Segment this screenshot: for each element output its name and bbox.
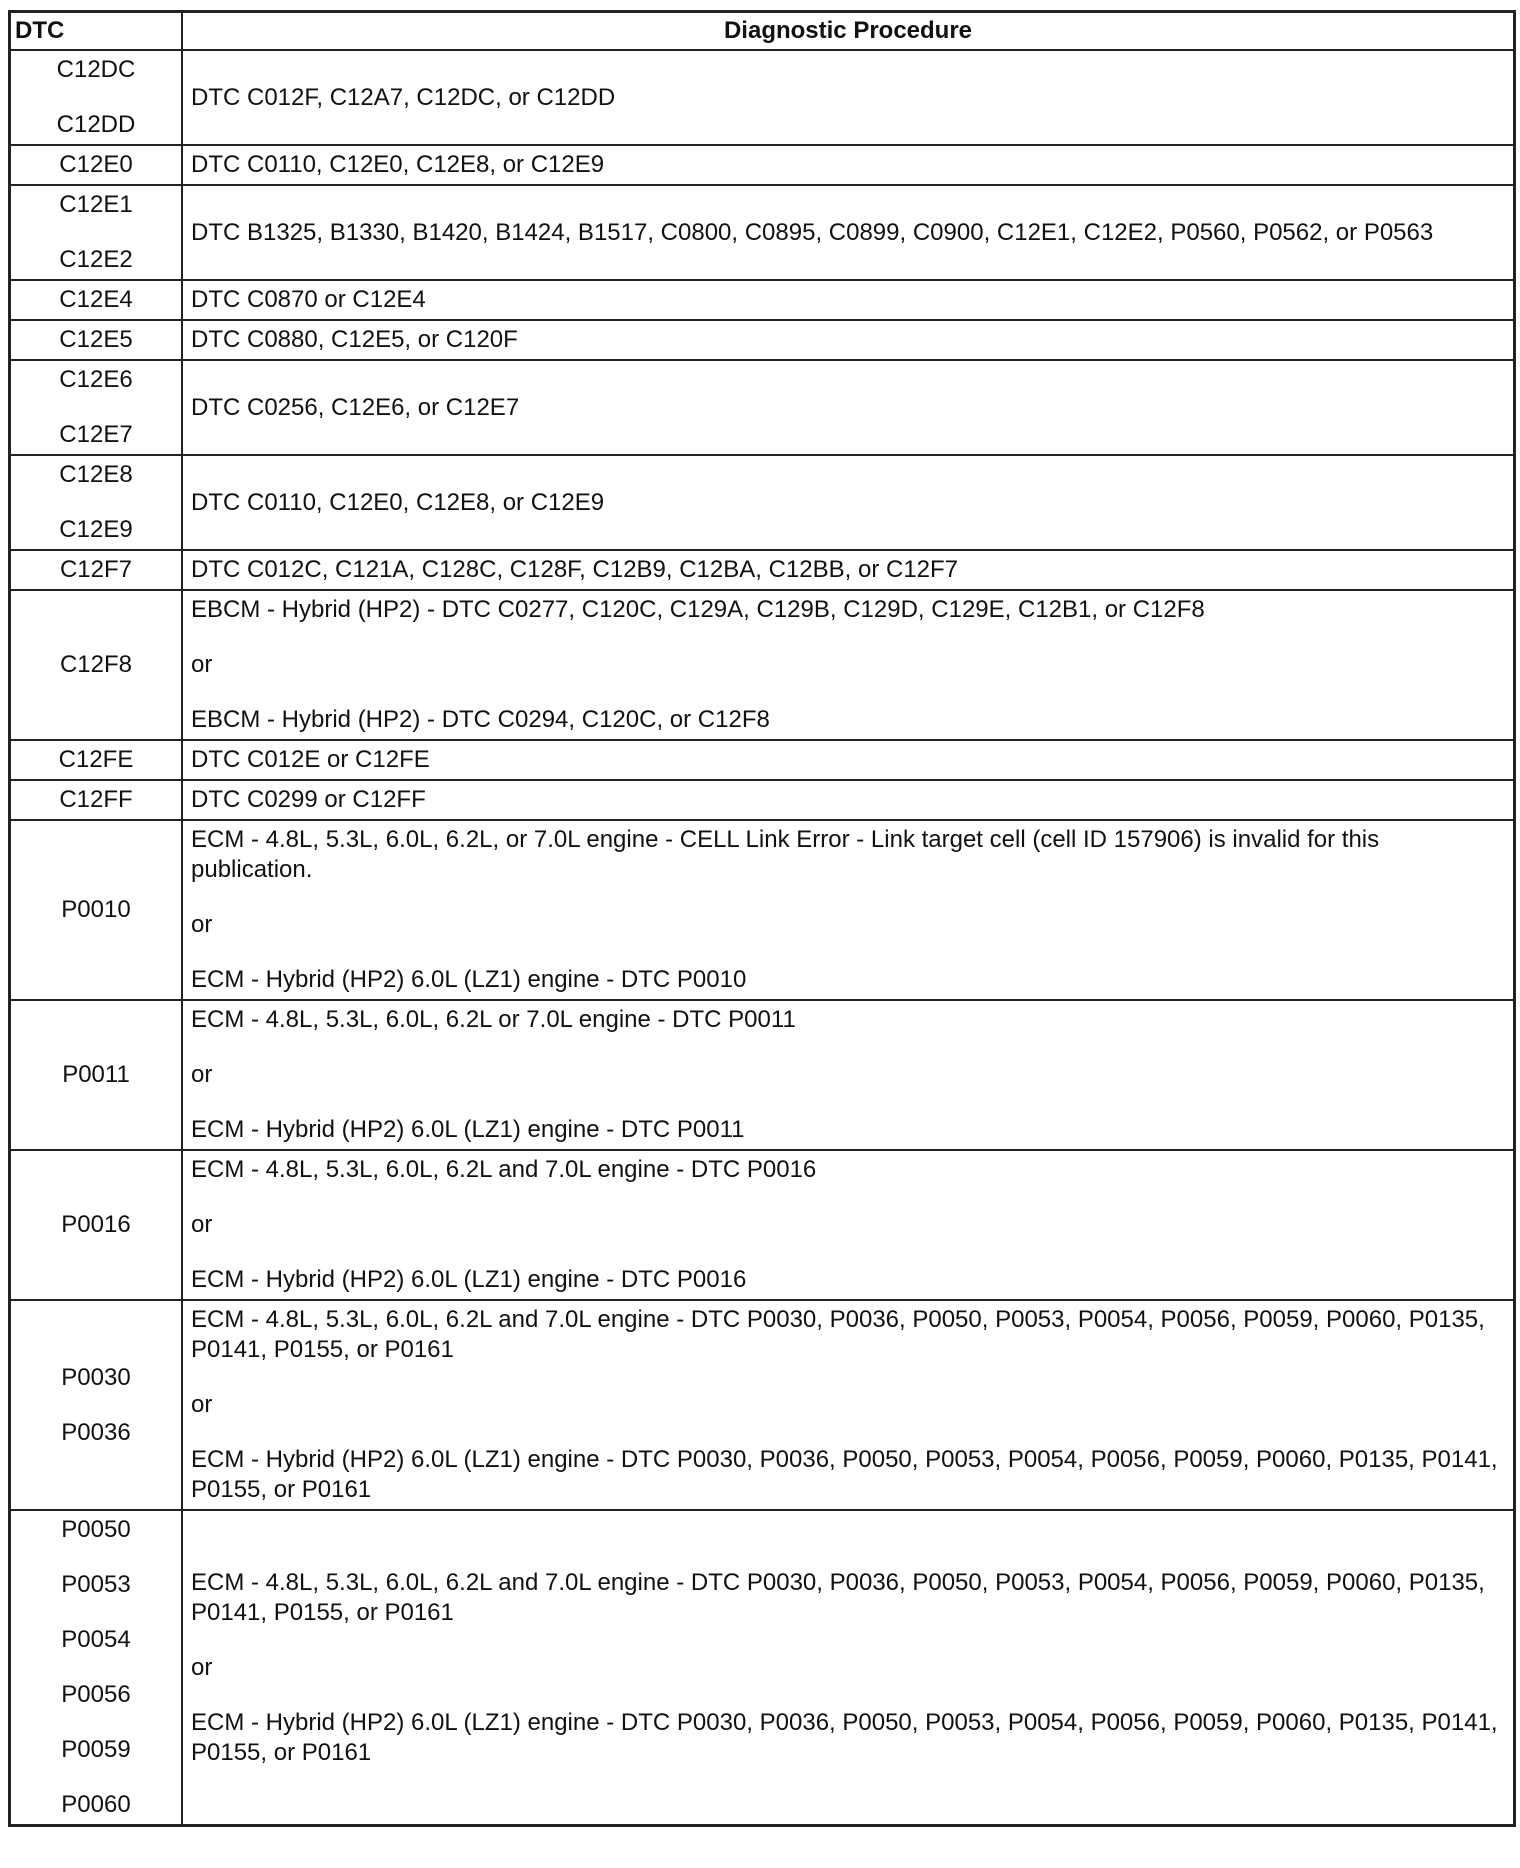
dtc-code: P0054 [61,1626,131,1653]
dtc-code-cell [10,455,183,550]
dtc-code: C12F8 [59,651,133,678]
dtc-code: C12E8 [59,461,133,488]
diagnostic-procedure-cell [182,740,1515,780]
table-row [10,550,1515,590]
dtc-code: C12FF [59,786,133,813]
dtc-code: P0056 [61,1681,131,1708]
procedure-text: DTC C0110, C12E0, C12E8, or C12E9 [191,488,605,516]
dtc-code-cell [10,780,183,820]
procedure-text: DTC C012C, C121A, C128C, C128F, C12B9, C12BA, C12BB, or C12F7 [191,556,959,583]
procedure-text: ECM - Hybrid (HP2) 6.0L (LZ1) engine - DTC P0030, P0036, P0050, P0053, P0054, P0056, P0059, P0060, P0135, P0141, P0155, or P0161 [191,1708,1498,1766]
dtc-code-cell [10,185,183,280]
table-row [10,590,1515,740]
dtc-column-header: DTC [10,12,183,51]
dtc-code-cell [10,1000,183,1150]
dtc-code-cell [10,1150,183,1300]
procedure-or-separator: or [191,1653,213,1681]
diagnostic-procedure-cell [182,280,1515,320]
table-header-row [10,12,1515,51]
table-row [10,1510,1515,1826]
procedure-text: ECM - Hybrid (HP2) 6.0L (LZ1) engine - DTC P0030, P0036, P0050, P0053, P0054, P0056, P0059, P0060, P0135, P0141, P0155, or P0161 [191,1446,1498,1503]
dtc-code: C12F7 [59,556,133,583]
procedure-text: ECM - Hybrid (HP2) 6.0L (LZ1) engine - DTC P0016 [191,1266,747,1293]
procedure-text: ECM - 4.8L, 5.3L, 6.0L, 6.2L and 7.0L engine - DTC P0016 [191,1156,817,1183]
diagnostic-procedure-cell [182,590,1515,740]
dtc-code: P0016 [61,1211,131,1238]
table-row [10,50,1515,145]
dtc-code-cell [10,740,183,780]
table-row [10,820,1515,1000]
procedure-text: ECM - Hybrid (HP2) 6.0L (LZ1) engine - DTC P0011 [191,1116,745,1143]
dtc-code: P0060 [61,1791,131,1818]
dtc-code-cell [10,1300,183,1510]
diagnostic-procedure-cell [182,1300,1515,1510]
table-row [10,455,1515,550]
diagnostic-procedure-cell [182,320,1515,360]
dtc-code-cell [10,550,183,590]
table-row [10,145,1515,185]
dtc-code-cell [10,50,183,145]
diagnostic-procedure-cell [182,185,1515,280]
procedure-text: DTC C0880, C12E5, or C120F [191,326,518,353]
procedure-text: DTC C0110, C12E0, C12E8, or C12E9 [191,151,605,178]
procedure-text: EBCM - Hybrid (HP2) - DTC C0277, C120C, C129A, C129B, C129D, C129E, C12B1, or C12F8 [191,596,1205,623]
table-body [10,50,1515,1826]
dtc-code: C12DC [56,56,136,83]
table-row [10,1000,1515,1150]
dtc-code-cell [10,145,183,185]
dtc-code-cell [10,280,183,320]
procedure-or-separator: or [191,1211,213,1238]
diagnostic-procedure-cell [182,145,1515,185]
dtc-code: P0011 [62,1061,130,1088]
dtc-code: P0059 [61,1736,131,1763]
procedure-column-header: Diagnostic Procedure [182,12,1515,51]
dtc-code: C12E4 [59,286,133,313]
dtc-code: C12E6 [59,366,133,393]
dtc-procedure-table [8,10,1516,1827]
procedure-text: ECM - 4.8L, 5.3L, 6.0L, 6.2L and 7.0L engine - DTC P0030, P0036, P0050, P0053, P0054, P0056, P0059, P0060, P0135, P0141, P0155, or P0161 [191,1306,1485,1363]
procedure-text: DTC C0299 or C12FF [191,786,426,813]
procedure-text: ECM - 4.8L, 5.3L, 6.0L, 6.2L or 7.0L engine - DTC P0011 [191,1006,796,1033]
dtc-code: C12E1 [59,191,133,218]
procedure-text: ECM - Hybrid (HP2) 6.0L (LZ1) engine - DTC P0010 [191,966,747,993]
dtc-code: C12E7 [59,421,133,448]
table-row [10,1300,1515,1510]
dtc-code: C12E9 [59,516,133,543]
procedure-text: DTC B1325, B1330, B1420, B1424, B1517, C0800, C0895, C0899, C0900, C12E1, C12E2, P0560, P0562, or P0563 [191,218,1434,246]
table-row [10,740,1515,780]
table-row [10,320,1515,360]
dtc-code-cell [10,1510,183,1826]
diagnostic-procedure-cell [182,360,1515,455]
table-row [10,780,1515,820]
procedure-or-separator: or [191,911,213,938]
diagnostic-procedure-cell [182,50,1515,145]
dtc-code: P0050 [61,1516,131,1543]
dtc-code-cell [10,590,183,740]
diagnostic-procedure-cell [182,1000,1515,1150]
table-row [10,360,1515,455]
table-row [10,185,1515,280]
procedure-text: DTC C0870 or C12E4 [191,286,426,313]
dtc-code: C12E0 [59,151,133,178]
diagnostic-procedure-cell [182,820,1515,1000]
dtc-code: C12E5 [59,326,133,353]
diagnostic-procedure-cell [182,1150,1515,1300]
dtc-code-cell [10,820,183,1000]
table-row [10,280,1515,320]
dtc-code: C12DD [56,111,136,138]
procedure-text: DTC C012E or C12FE [191,746,430,773]
dtc-code: P0010 [61,896,131,923]
diagnostic-procedure-cell [182,1510,1515,1826]
dtc-code-cell [10,360,183,455]
diagnostic-procedure-cell [182,550,1515,590]
procedure-text: DTC C0256, C12E6, or C12E7 [191,393,520,421]
dtc-code: C12FE [58,746,134,773]
dtc-code: P0053 [61,1571,131,1598]
dtc-code: P0030 [61,1363,131,1391]
diagnostic-procedure-cell [182,455,1515,550]
procedure-text: EBCM - Hybrid (HP2) - DTC C0294, C120C, or C12F8 [191,706,770,733]
dtc-code: C12E2 [59,246,133,273]
dtc-code: P0036 [61,1418,131,1446]
dtc-code-cell [10,320,183,360]
table-row [10,1150,1515,1300]
procedure-text: ECM - 4.8L, 5.3L, 6.0L, 6.2L and 7.0L engine - DTC P0030, P0036, P0050, P0053, P0054, P0056, P0059, P0060, P0135, P0141, P0155, or P0161 [191,1568,1485,1626]
procedure-text: ECM - 4.8L, 5.3L, 6.0L, 6.2L, or 7.0L engine - CELL Link Error - Link target cell (cell ID 157906) is invalid for this publication. [191,826,1380,883]
procedure-or-separator: or [191,1061,213,1088]
procedure-text: DTC C012F, C12A7, C12DC, or C12DD [191,83,616,111]
diagnostic-procedure-cell [182,780,1515,820]
procedure-or-separator: or [191,1391,213,1418]
procedure-or-separator: or [191,651,213,678]
